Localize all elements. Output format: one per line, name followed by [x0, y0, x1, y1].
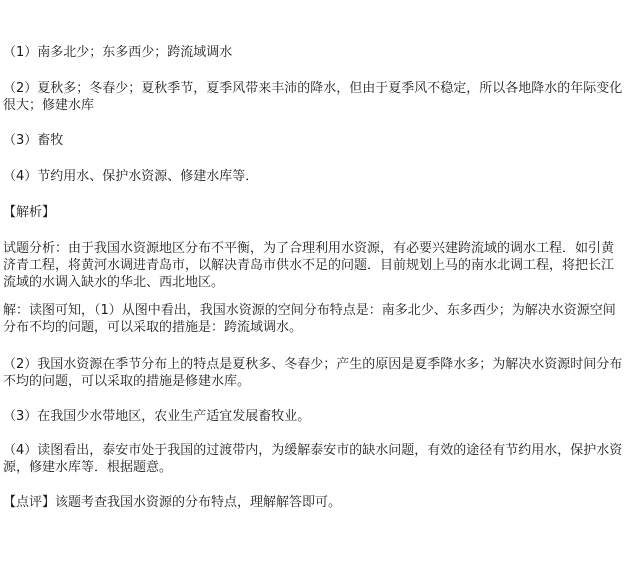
answer-item-1: （1）南多北少；东多西少；跨流域调水 — [3, 45, 233, 60]
solution-step-4: （4）读图看出，泰安市处于我国的过渡带内，为缓解泰安市的缺水问题，有效的途径有节约用水，保护水资源，修建水库等．根据题意。 — [3, 443, 623, 475]
answer-item-2: （2）夏秋多；冬春少；夏秋季节，夏季风带来丰沛的降水，但由于夏季风不稳定，所以各地降水的年际变化很大；修建水库 — [3, 81, 623, 113]
analysis-intro: 试题分析：由于我国水资源地区分布不平衡，为了合理利用水资源，有必要兴建跨流域的调水工程．如引黄济青工程，将黄河水调进青岛市，以解决青岛市供水不足的问题．目前规划上马的南水北调工程，将把长江流域的水调入缺水的华北、西北地区。 — [3, 241, 615, 290]
analysis-heading: 【解析】 — [3, 205, 56, 220]
solution-step-1: 解：读图可知，（1）从图中看出，我国水资源的空间分布特点是：南多北少、东多西少；为解决水资源空间分布不均的问题，可以采取的措施是：跨流域调水。 — [3, 303, 616, 335]
answer-item-3: （3）畜牧 — [3, 133, 64, 148]
solution-step-3: （3）在我国少水带地区，农业生产适宜发展畜牧业。 — [3, 409, 311, 424]
solution-step-2: （2）我国水资源在季节分布上的特点是夏秋多、冬春少；产生的原因是夏季降水多；为解决水资源时间分布不均的问题，可以采取的措施是修建水库。 — [3, 357, 623, 389]
answer-item-4: （4）节约用水、保护水资源、修建水库等． — [3, 169, 259, 184]
comment: 【点评】该题考查我国水资源的分布特点，理解解答即可。 — [3, 495, 342, 510]
